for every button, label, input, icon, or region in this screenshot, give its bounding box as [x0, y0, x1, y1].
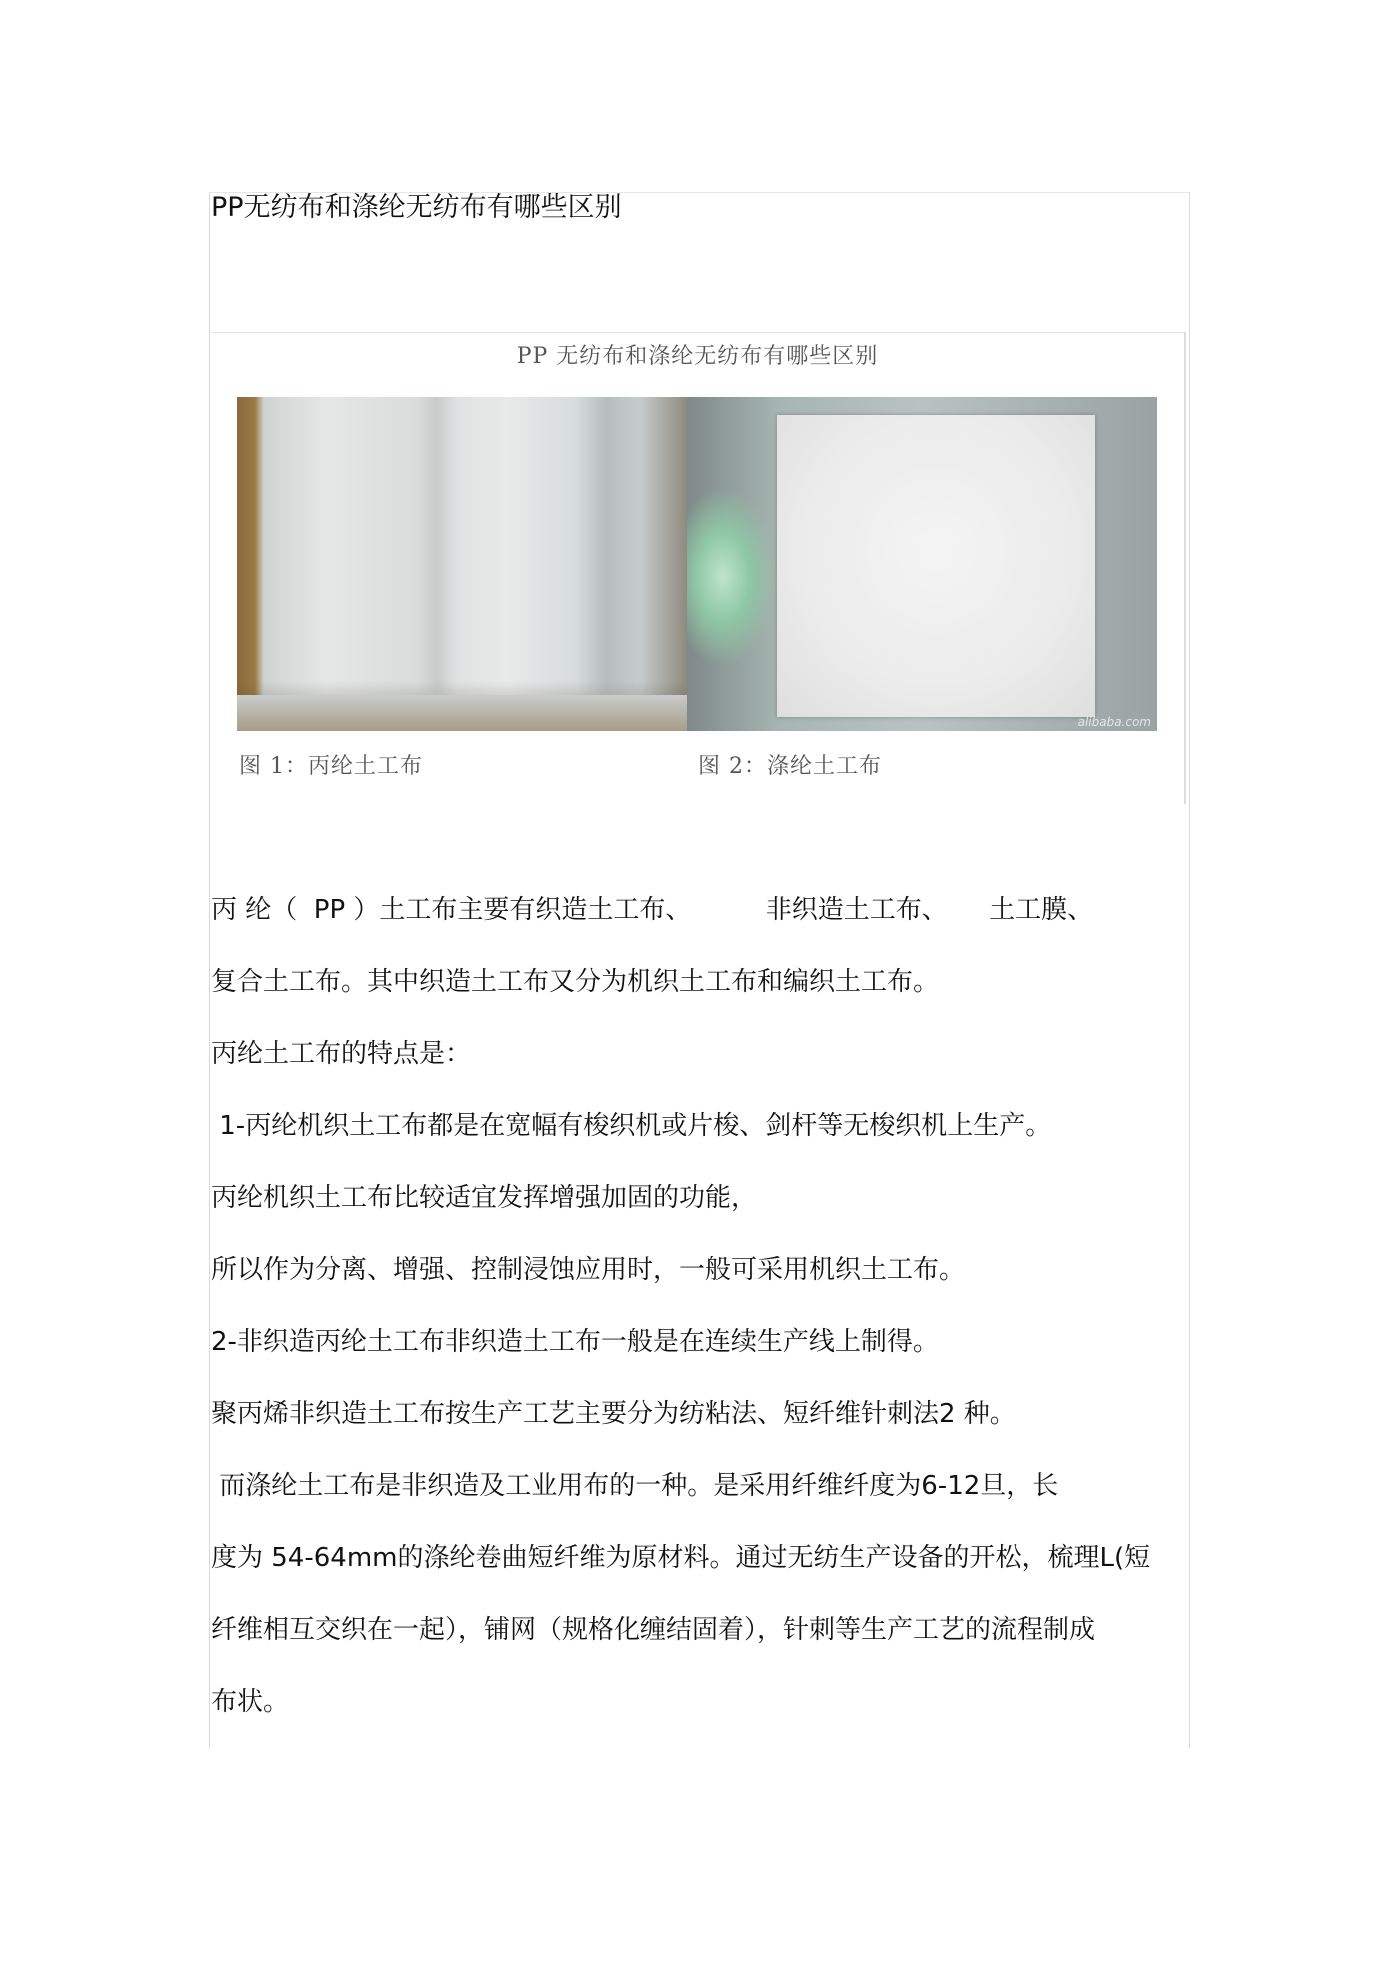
body-line-2: 复合土工布。其中织造土工布又分为机织土工布和编织土工布。: [211, 967, 940, 997]
body-line-1: 丙 纶（ PP ）土工布主要有织造土工布、 非织造土工布、 土工膜、: [211, 895, 1094, 925]
body-line-5: 丙纶机织土工布比较适宜发挥增强加固的功能，: [211, 1183, 758, 1213]
body-line-12: 布状。: [211, 1687, 290, 1717]
body-line-10: 度为 54-64mm的涤纶卷曲短纤维为原材料。通过无纺生产设备的开松，梳理L(短: [211, 1543, 1151, 1573]
body-line-7: 2-非织造丙纶土工布非织造土工布一般是在连续生产线上制得。: [211, 1327, 939, 1357]
document-title: PP无纺布和涤纶无纺布有哪些区别: [211, 192, 622, 223]
figure-caption-2: 图 2：涤纶土工布: [698, 754, 882, 779]
body-line-6: 所以作为分离、增强、控制浸蚀应用时，一般可采用机织土工布。: [211, 1255, 966, 1285]
comparison-figure: [211, 332, 1186, 804]
body-line-8: 聚丙烯非织造土工布按生产工艺主要分为纺粘法、短纤维针刺法2 种。: [211, 1399, 1016, 1429]
body-line-4: 1-丙纶机织土工布都是在宽幅有梭织机或片梭、剑杆等无梭织机上生产。: [211, 1111, 1052, 1141]
body-line-11: 纤维相互交织在一起），铺网（规格化缠结固着），针刺等生产工艺的流程制成: [211, 1615, 1096, 1645]
body-line-9: 而涤纶土工布是非织造及工业用布的一种。是采用纤维纤度为6-12旦，长: [211, 1471, 1059, 1501]
body-line-3: 丙纶土工布的特点是：: [211, 1039, 472, 1069]
pp-geotextile-photo: [237, 397, 687, 731]
figure-caption-1: 图 1：丙纶土工布: [239, 754, 423, 779]
figure-heading: PP 无纺布和涤纶无纺布有哪些区别: [516, 344, 879, 369]
polyester-geotextile-photo: [687, 397, 1157, 731]
photo-watermark: alibaba.com: [1077, 715, 1151, 729]
